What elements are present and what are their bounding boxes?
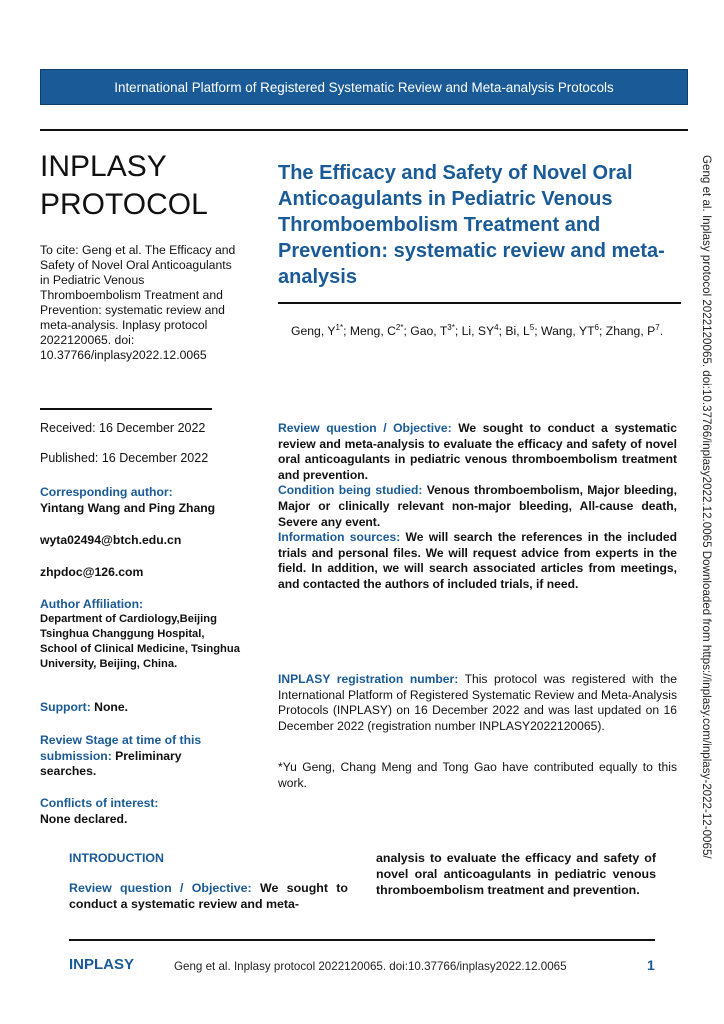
author-affiliation-mark: 4 xyxy=(494,323,499,332)
author-separator: ; xyxy=(403,324,411,339)
introduction-heading: INTRODUCTION xyxy=(69,851,164,865)
review-question-label: Review question / Objective: xyxy=(278,421,452,435)
affiliation-block xyxy=(40,597,255,613)
author-affiliation-mark: 6 xyxy=(594,323,599,332)
email-1: wyta02494@btch.edu.cn xyxy=(40,533,182,547)
registration-text: This protocol was registered with the International Platform of Registered Systematic Review and Meta-Analysis Protocols (INPLASY) on 16 December 2022 and was last updated on 16 December 2022 (registration number INPLASY2022120065). xyxy=(278,672,677,733)
author-separator: . xyxy=(659,324,664,339)
banner-text: International Platform of Registered Systematic Review and Meta-analysis Protocols xyxy=(114,79,614,95)
footer-brand: INPLASY xyxy=(69,956,135,973)
author-name: Geng, Y xyxy=(291,324,336,339)
author-separator: ; xyxy=(498,324,506,339)
author-name: Zhang, P xyxy=(605,324,656,339)
received-date: Received: 16 December 2022 xyxy=(40,421,206,435)
conflicts-label: Conflicts of interest: xyxy=(40,796,159,810)
abstract xyxy=(278,421,677,593)
brand-line-2: PROTOCOL xyxy=(40,188,208,221)
author-list xyxy=(291,320,674,339)
intro-review-question-label: Review question / Objective: xyxy=(69,881,252,895)
email-2: zhpdoc@126.com xyxy=(40,565,144,579)
author-name: Wang, YT xyxy=(541,324,595,339)
condition-text: Venous thromboembolism, Major bleeding, Major or clinically relevant non-major bleeding, All-cause death, Severe any event. xyxy=(278,483,677,529)
side-download-text: Geng et al. Inplasy protocol 2022120065. doi:10.37766/inplasy2022.12.0065 Downloaded from https://inplasy.com/inplasy-2022-12-0065/ xyxy=(700,155,713,859)
author-name: Li, SY xyxy=(461,324,495,339)
published-date: Published: 16 December 2022 xyxy=(40,451,209,465)
conflicts-value: None declared. xyxy=(40,811,128,826)
author-affiliation-mark: 3* xyxy=(447,323,455,332)
intro-left-text: We sought to conduct a systematic review and meta- xyxy=(69,881,348,911)
author-affiliation-mark: 2* xyxy=(395,323,404,332)
page-number: 1 xyxy=(647,957,655,973)
conflicts-block xyxy=(40,796,255,827)
author-separator: ; xyxy=(534,324,542,339)
footer-citation: Geng et al. Inplasy protocol 2022120065. doi:10.37766/inplasy2022.12.0065 xyxy=(174,960,567,973)
support-block xyxy=(40,700,255,716)
registration-block xyxy=(278,672,677,734)
brand-line-1: INPLASY xyxy=(40,150,167,183)
protocol-brand xyxy=(40,148,208,224)
equal-contribution-note: *Yu Geng, Chang Meng and Tong Gao have contributed equally to this work. xyxy=(278,760,677,790)
review-stage-value: Preliminary searches. xyxy=(40,748,182,778)
sidebar-divider xyxy=(40,408,212,410)
information-sources-text: We will search the references in the included trials and personal files. We will request advice from experts in the field. In addition, we will search associated articles from meetings, and contacted the authors of included trials, if need. xyxy=(278,530,677,591)
author-separator: ; xyxy=(343,324,350,339)
footer-divider xyxy=(69,939,655,941)
review-stage-label: Review Stage at time of this submission: xyxy=(40,733,202,763)
condition-label: Condition being studied: xyxy=(278,483,423,498)
header-banner xyxy=(40,69,688,105)
author-affiliation-mark: 1* xyxy=(335,323,344,332)
affiliation-value: Department of Cardiology,Beijing Tsinghua Changgung Hospital, School of Clinical Medicine, Tsinghua University, Beijing, China. xyxy=(40,613,240,670)
introduction-left-column xyxy=(69,880,348,912)
author-affiliation-mark: 5 xyxy=(529,323,535,332)
information-sources-label: Information sources: xyxy=(278,530,401,545)
support-label: Support: xyxy=(40,700,91,714)
corresponding-author-value: Yintang Wang and Ping Zhang xyxy=(40,500,216,515)
review-stage-block xyxy=(40,733,225,780)
author-name: Meng, C xyxy=(349,324,396,339)
author-name: Gao, T xyxy=(410,324,448,339)
top-divider xyxy=(40,129,688,131)
citation-block: To cite: Geng et al. The Efficacy and Safety of Novel Oral Anticoagulants in Pediatric Venous Thromboembolism Treatment and Prevention: systematic review and meta-analysis. Inplasy protocol 2022120065. doi: 10.37766/inplasy2022.12.0065 xyxy=(40,243,236,362)
author-separator: ; xyxy=(599,324,606,339)
introduction-right-column: analysis to evaluate the efficacy and safety of novel oral anticoagulants in pediatric venous thromboembolism treatment and prevention. xyxy=(376,851,656,897)
author-affiliation-mark: 7 xyxy=(655,323,660,332)
support-value: None. xyxy=(94,700,129,714)
registration-label: INPLASY registration number: xyxy=(278,672,459,686)
article-title: The Efficacy and Safety of Novel Oral Anticoagulants in Pediatric Venous Thromboembolism Treatment and Prevention: systematic review and meta-analysis xyxy=(278,162,665,288)
affiliation-label: Author Affiliation: xyxy=(40,597,144,611)
corresponding-author-label: Corresponding author: xyxy=(40,485,173,499)
title-divider xyxy=(278,302,681,304)
author-name: Bi, L xyxy=(505,324,530,339)
author-separator: ; xyxy=(454,324,462,339)
review-question-text: We sought to conduct a systematic review and meta-analysis to evaluate the efficacy and safety of novel oral anticoagulants in pediatric venous thromboembolism treatment and prevention. xyxy=(278,421,677,482)
corresponding-author-block xyxy=(40,485,255,516)
